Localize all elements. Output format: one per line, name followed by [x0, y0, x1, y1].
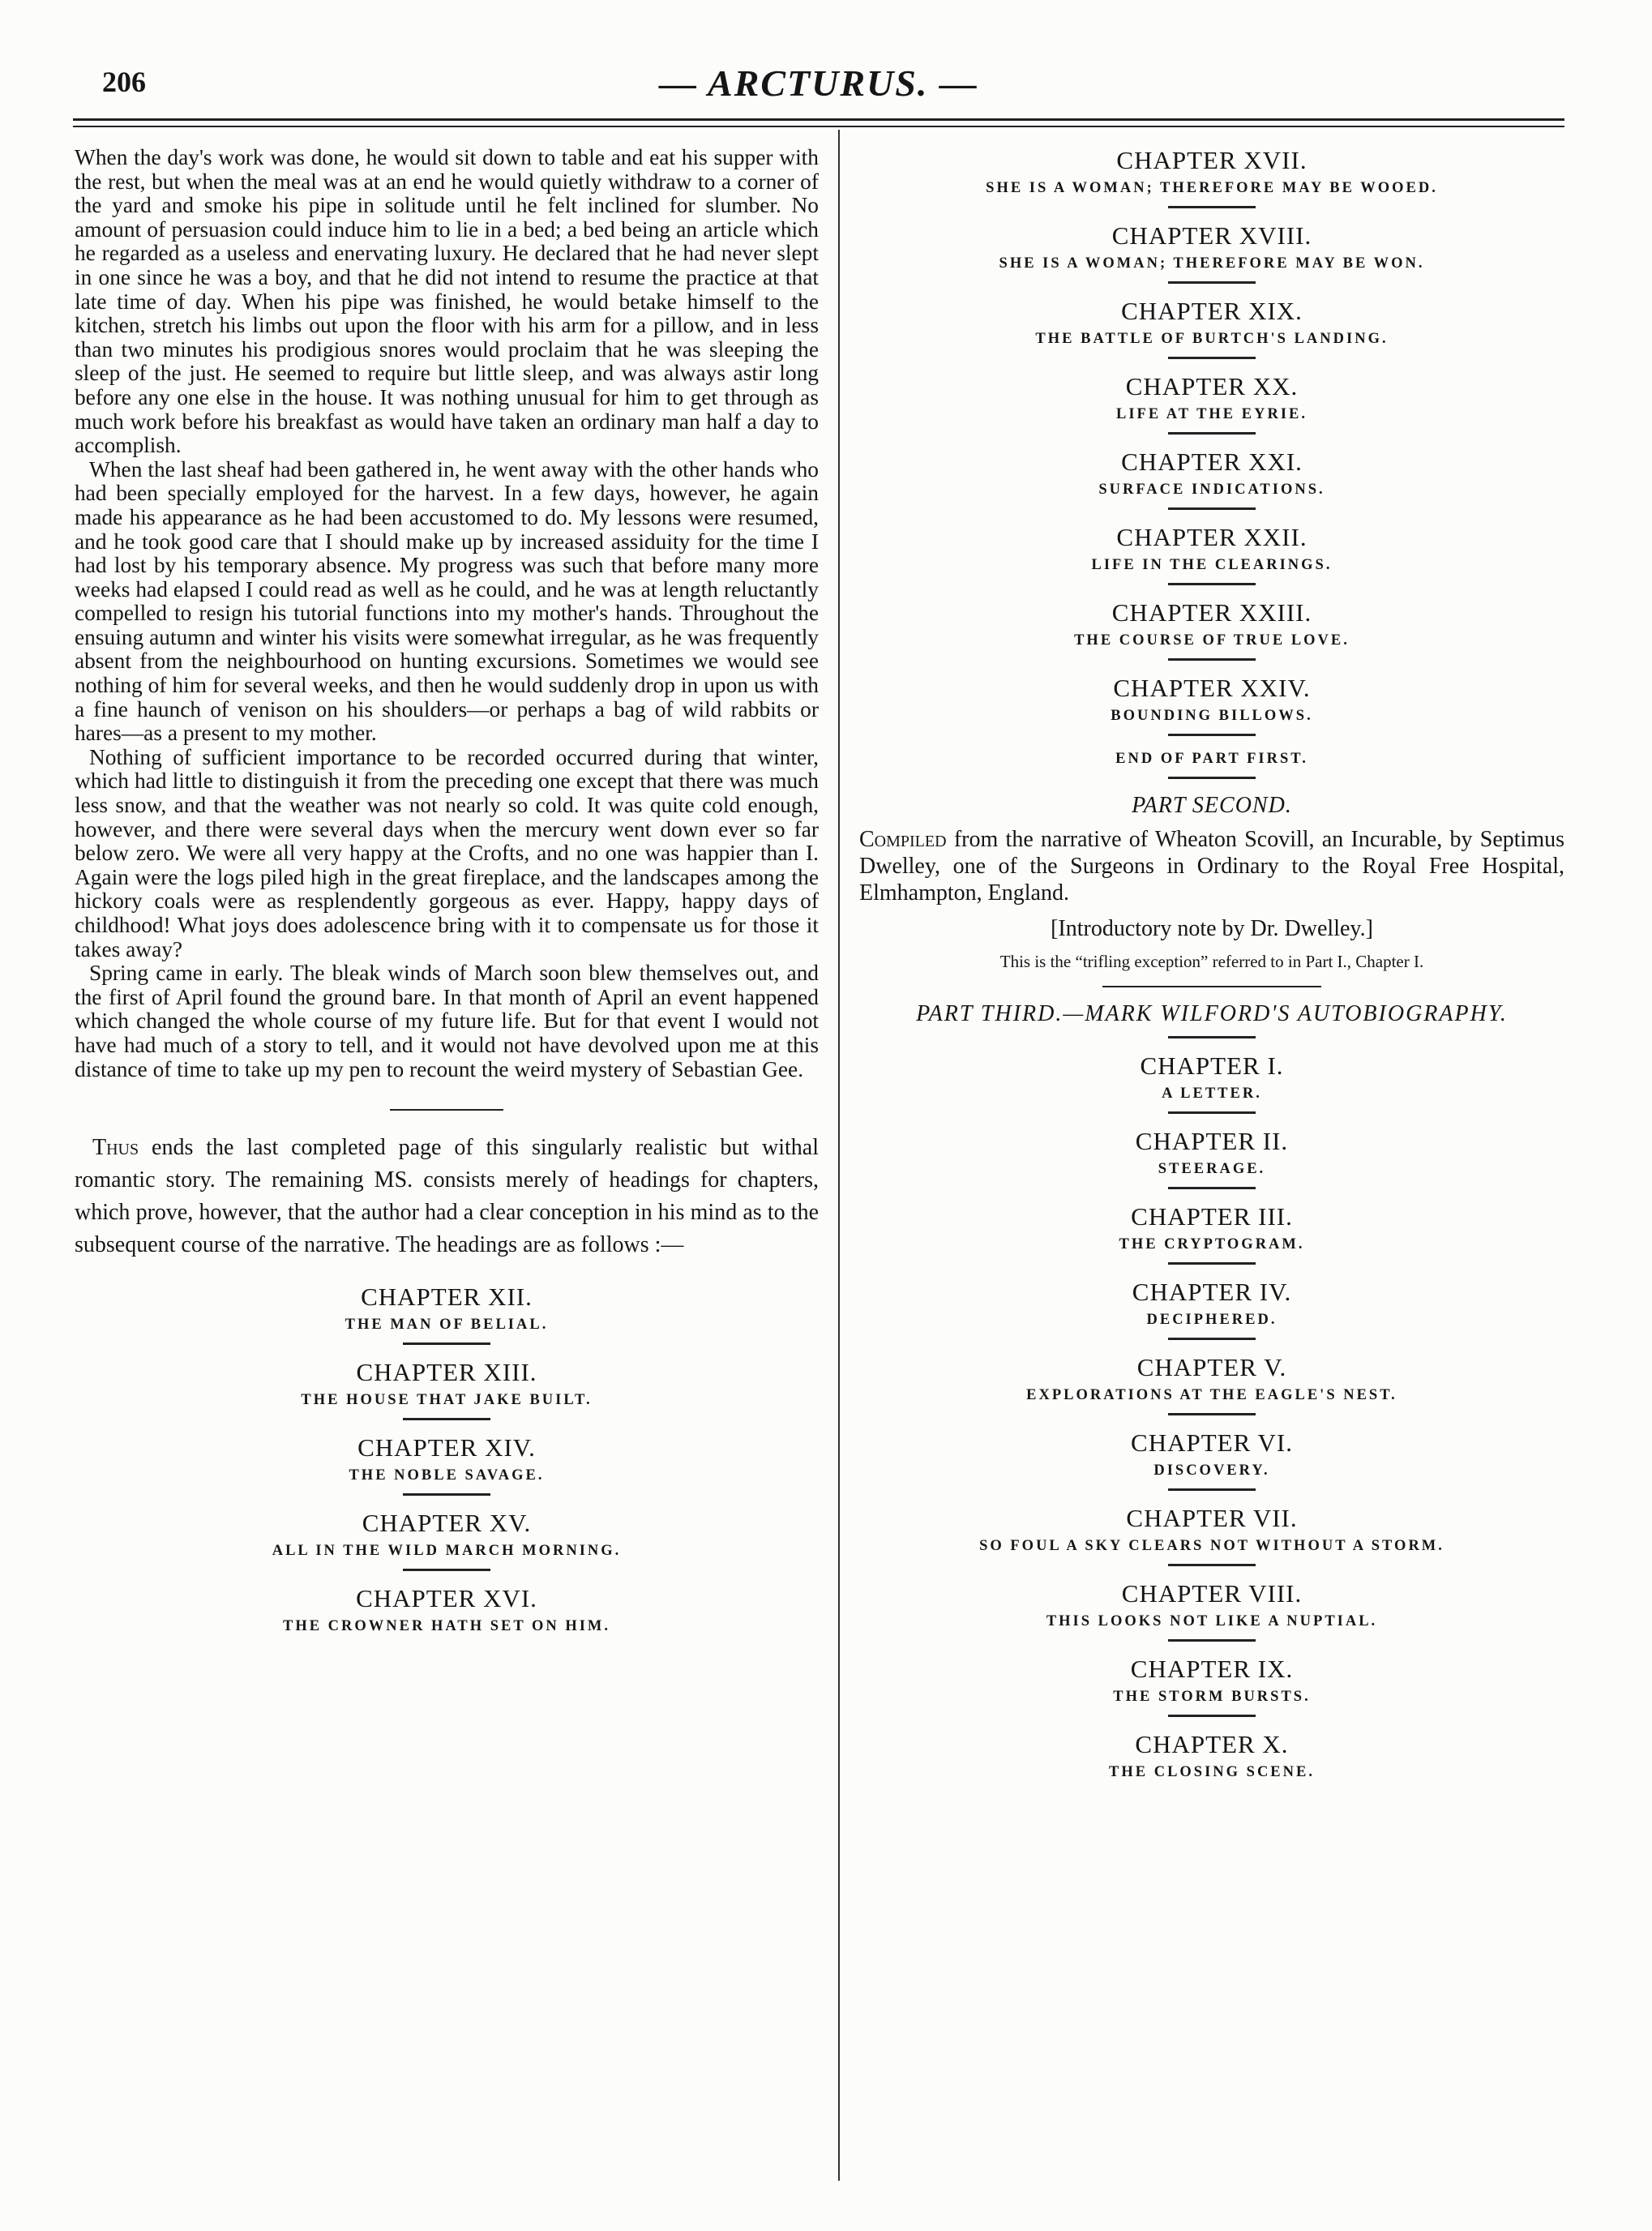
- chapter-heading: [859, 674, 1564, 736]
- chapter-title: CHAPTER VI.: [1131, 1428, 1293, 1457]
- chapter-heading: [859, 1730, 1564, 1782]
- chapter-rule: [1168, 357, 1256, 359]
- chapter-rule: [1168, 432, 1256, 435]
- chapter-title: CHAPTER XIII.: [356, 1358, 537, 1387]
- chapter-heading: [859, 1051, 1564, 1114]
- chapter-list-part-third: [859, 1051, 1564, 1782]
- page-number: 206: [102, 66, 146, 98]
- chapter-rule: [1168, 1262, 1256, 1265]
- chapter-rule: [1168, 1488, 1256, 1491]
- chapter-rule: [1168, 1715, 1256, 1717]
- page-header: [73, 62, 1564, 112]
- chapter-title: CHAPTER XX.: [1125, 372, 1299, 400]
- compiled-text: from the narrative of Wheaton Scovill, an Incurable, by Septimus Dwelley, one of the Surgeons in Ordinary to the Royal Free Hospital, Elmhampton, England.: [859, 827, 1564, 906]
- chapter-title: CHAPTER I.: [1140, 1051, 1284, 1080]
- compiled-lead: Compiled: [859, 827, 947, 852]
- chapter-subtitle: THE BATTLE OF BURTCH'S LANDING.: [1035, 331, 1389, 347]
- chapter-rule: [1168, 734, 1256, 736]
- paragraph: When the last sheaf had been gathered in, he went away with the other hands who had been specially employed for the harvest. In a few days, however, he again made his appearance as he had been accustomed to do. My lessons were resumed, and he took good care that I should make up by increased assiduity for the time I had lost by his temporary absence. My progress was such that before many more weeks had elapsed I could read as well as he could, and he was at length reluctantly compelled to resign his tutorial functions into my mother's hands. Throughout the ensuing autumn and winter his visits were somewhat irregular, as he was frequently absent from the neighbourhood on hunting excursions. Sometimes we would see nothing of him for several weeks, and then he would suddenly drop in upon us with a fine haunch of venison on his shoulders—or perhaps a bag of wild rabbits or hares—as a present to my mother.: [75, 456, 819, 746]
- chapter-title: CHAPTER XIV.: [357, 1433, 536, 1462]
- chapter-heading: [859, 146, 1564, 208]
- chapter-heading: [859, 1655, 1564, 1717]
- header-rule-thin: [73, 126, 1564, 127]
- chapter-title: CHAPTER X.: [1135, 1730, 1289, 1758]
- chapter-subtitle: THE MAN OF BELIAL.: [345, 1317, 549, 1334]
- part-third-heading: PART THIRD.—MARK WILFORD'S AUTOBIOGRAPHY.: [916, 1001, 1508, 1026]
- chapter-subtitle: LIFE AT THE EYRIE.: [1116, 406, 1307, 422]
- chapter-subtitle: THE CRYPTOGRAM.: [1119, 1236, 1305, 1253]
- left-column: [75, 146, 819, 1636]
- introductory-note: [Introductory note by Dr. Dwelley.]: [1051, 916, 1373, 941]
- chapter-subtitle: SURFACE INDICATIONS.: [1098, 482, 1325, 498]
- chapter-title: CHAPTER V.: [1136, 1353, 1287, 1381]
- chapter-list-part-first: [859, 146, 1564, 779]
- chapter-rule: [403, 1569, 490, 1571]
- chapter-title: CHAPTER XII.: [361, 1283, 533, 1312]
- chapter-title: CHAPTER XXII.: [1116, 523, 1307, 551]
- chapter-heading: [859, 1579, 1564, 1642]
- end-of-part-label: END OF PART FIRST.: [1115, 751, 1308, 767]
- chapter-title: CHAPTER XVIII.: [1111, 221, 1312, 250]
- section-divider: [390, 1109, 503, 1111]
- chapter-subtitle: ALL IN THE WILD MARCH MORNING.: [272, 1543, 622, 1560]
- part-second: [859, 792, 1564, 973]
- chapter-subtitle: THE COURSE OF TRUE LOVE.: [1074, 632, 1350, 649]
- chapter-rule: [1168, 1413, 1256, 1415]
- chapter-subtitle: SHE IS A WOMAN; THEREFORE MAY BE WOOED.: [986, 180, 1438, 196]
- chapter-heading: [859, 598, 1564, 661]
- chapter-subtitle: THE STORM BURSTS.: [1113, 1689, 1311, 1705]
- end-of-part: [859, 749, 1564, 779]
- chapter-rule: [403, 1342, 490, 1345]
- chapter-heading: [75, 1358, 819, 1420]
- chapter-subtitle: DECIPHERED.: [1146, 1312, 1278, 1328]
- chapter-rule: [1168, 1187, 1256, 1189]
- chapter-heading: [859, 372, 1564, 435]
- chapter-heading: [859, 523, 1564, 585]
- chapter-title: CHAPTER III.: [1131, 1202, 1293, 1231]
- part-third: [859, 1000, 1564, 1782]
- chapter-subtitle: EXPLORATIONS AT THE EAGLE'S NEST.: [1026, 1387, 1397, 1403]
- chapter-rule: [1168, 206, 1256, 208]
- editorial-note-text: ends the last completed page of this singularly realistic but withal romantic story. The remaining MS. consists merely of headings for chapters, which prove, however, that the author had a clear conception in his mind as to the subsequent course of the narrative. The headings are as follows :—: [75, 1135, 819, 1258]
- chapter-subtitle: THE CROWNER HATH SET ON HIM.: [282, 1618, 611, 1635]
- chapter-rule: [1168, 1564, 1256, 1566]
- chapter-title: CHAPTER VII.: [1126, 1504, 1298, 1532]
- running-title: — ARCTURUS. —: [659, 62, 978, 104]
- chapter-heading: [75, 1433, 819, 1496]
- editorial-note-lead: Thus: [92, 1135, 139, 1161]
- chapter-title: CHAPTER IV.: [1132, 1278, 1292, 1306]
- chapter-subtitle: THE HOUSE THAT JAKE BUILT.: [301, 1392, 593, 1409]
- chapter-title: CHAPTER XV.: [362, 1509, 532, 1538]
- chapter-title: CHAPTER XVI.: [356, 1584, 537, 1613]
- chapter-heading: [859, 1428, 1564, 1491]
- chapter-heading: [75, 1283, 819, 1345]
- right-column: [859, 146, 1564, 1782]
- chapter-subtitle: LIFE IN THE CLEARINGS.: [1091, 557, 1333, 573]
- chapter-title: CHAPTER II.: [1135, 1127, 1289, 1155]
- chapter-subtitle: THIS LOOKS NOT LIKE A NUPTIAL.: [1046, 1613, 1378, 1629]
- chapter-heading: [859, 1278, 1564, 1340]
- chapter-subtitle: SHE IS A WOMAN; THEREFORE MAY BE WON.: [999, 255, 1425, 272]
- paragraph: When the day's work was done, he would sit down to table and eat his supper with the rest, but when the meal was at an end he would quietly withdraw to a corner of the yard and smoke his pipe in solitude until he felt inclined for slumber. No amount of persuasion could induce him to lie in a bed; a bed being an article which he regarded as a useless and enervating luxury. He declared that he had never slept in one since he was a boy, and that he did not intend to resume the practice at that late time of day. When his pipe was finished, he would betake himself to the kitchen, stretch his limbs out upon the floor with his arm for a pillow, and in less than two minutes his prodigious snores would proclaim that he was sleeping the sleep of the just. He seemed to require but little sleep, and was always astir long before any one else in the house. It was nothing unusual for him to get through as much work before his breakfast as would have taken an ordinary man half a day to accomplish.: [75, 145, 819, 458]
- chapter-rule: [403, 1418, 490, 1420]
- chapter-rule: [1168, 583, 1256, 585]
- chapter-rule: [1168, 507, 1256, 510]
- chapter-heading: [859, 297, 1564, 359]
- chapter-heading: [859, 1504, 1564, 1566]
- chapter-subtitle: BOUNDING BILLOWS.: [1111, 708, 1313, 724]
- chapter-rule: [1168, 777, 1256, 779]
- chapter-title: CHAPTER XIX.: [1121, 297, 1303, 325]
- chapter-title: CHAPTER XXIV.: [1113, 674, 1311, 702]
- chapter-heading: [859, 221, 1564, 284]
- chapter-title: CHAPTER XXIII.: [1111, 598, 1312, 627]
- header-rule-thick: [73, 118, 1564, 121]
- trifling-exception-note: This is the “trifling exception” referred to in Part I., Chapter I.: [999, 952, 1424, 971]
- chapter-title: CHAPTER IX.: [1130, 1655, 1294, 1683]
- chapter-subtitle: THE NOBLE SAVAGE.: [349, 1467, 545, 1484]
- chapter-rule: [1168, 1338, 1256, 1340]
- chapter-rule: [1168, 658, 1256, 661]
- chapter-subtitle: THE CLOSING SCENE.: [1109, 1764, 1315, 1780]
- chapter-heading: [859, 1353, 1564, 1415]
- part-second-description: [859, 826, 1564, 906]
- paragraph: Spring came in early. The bleak winds of March soon blew themselves out, and the first of April found the ground bare. In that month of April an event happened which changed the whole course of my future life. But for that event I would not have had much of a story to tell, and it would not have devolved upon me at this distance of time to take up my pen to recount the weird mystery of Sebastian Gee.: [75, 961, 819, 1081]
- chapter-rule: [1168, 1036, 1256, 1038]
- narrative-text: [75, 146, 819, 1081]
- part-second-heading: PART SECOND.: [1132, 793, 1292, 818]
- chapter-heading: [75, 1584, 819, 1636]
- chapter-subtitle: STEERAGE.: [1158, 1161, 1266, 1177]
- chapter-title: CHAPTER XXI.: [1121, 447, 1303, 476]
- chapter-title: CHAPTER XVII.: [1116, 146, 1307, 174]
- chapter-rule: [1168, 281, 1256, 284]
- chapter-heading: [859, 1127, 1564, 1189]
- chapter-rule: [1168, 1111, 1256, 1114]
- chapter-subtitle: A LETTER.: [1162, 1086, 1262, 1102]
- chapter-heading: [859, 1202, 1564, 1265]
- paragraph: Nothing of sufficient importance to be recorded occurred during that winter, which had little to distinguish it from the preceding one except that there was much less snow, and that the weather was not nearly so cold. It was quite cold enough, however, and there were several days when the mercury went down ever so far below zero. We were all very happy at the Crofts, and no one was happier than I. Again were the logs piled high in the great fireplace, and the landscapes among the hickory coals were as resplendently gorgeous as ever. Happy, happy days of childhood! What joys does adolescence bring with it to compensate us for those it takes away?: [75, 744, 819, 961]
- chapter-title: CHAPTER VIII.: [1121, 1579, 1303, 1608]
- chapter-heading: [859, 447, 1564, 510]
- column-divider: [838, 130, 840, 2181]
- editorial-note: [75, 1132, 819, 1261]
- chapter-heading: [75, 1509, 819, 1571]
- chapter-subtitle: DISCOVERY.: [1153, 1462, 1270, 1479]
- chapter-rule: [1168, 1639, 1256, 1642]
- chapter-subtitle: SO FOUL A SKY CLEARS NOT WITHOUT A STORM.: [979, 1538, 1444, 1554]
- chapter-list-left: [75, 1283, 819, 1636]
- section-divider: [1102, 986, 1321, 987]
- chapter-rule: [403, 1493, 490, 1496]
